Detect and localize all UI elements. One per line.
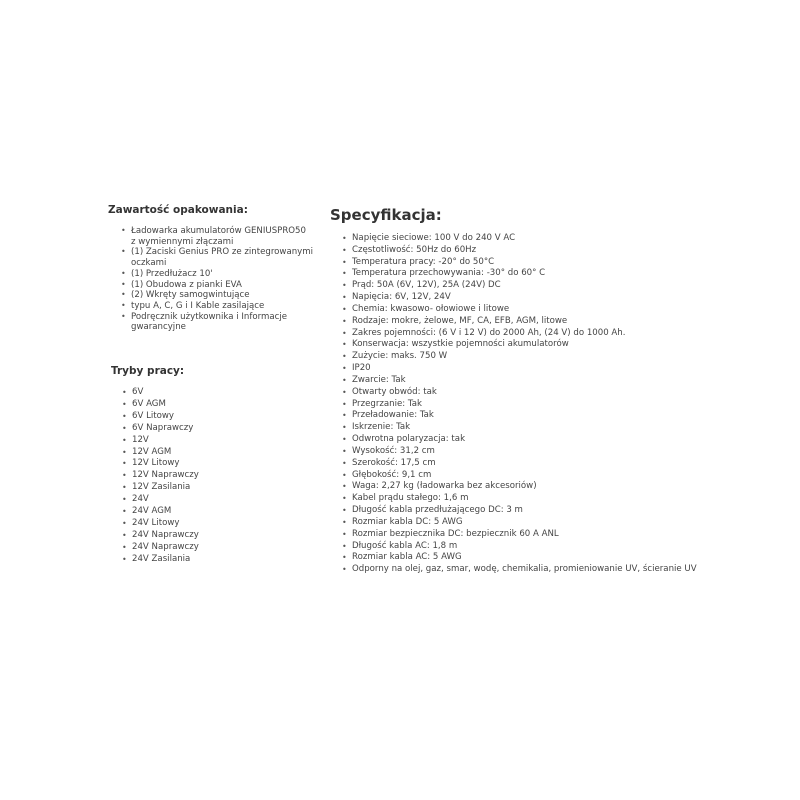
list-item: • Podręcznik użytkownika i Informacje gwarancyjne xyxy=(131,312,313,333)
list-item: • Rozmiar bezpiecznika DC: bezpiecznik 60 A ANL xyxy=(352,529,770,541)
contents-list xyxy=(108,226,313,333)
list-item: • (2) Wkręty samogwintujące xyxy=(131,290,313,301)
list-item: • Wysokość: 31,2 cm xyxy=(352,446,770,458)
list-item: • 24V AGM xyxy=(132,506,313,518)
list-item: • Ładowarka akumulatorów GENIUSPRO50 z wymiennymi złączami xyxy=(131,226,313,247)
list-item: • Napięcie sieciowe: 100 V do 240 V AC xyxy=(352,233,770,245)
list-item: • 6V Litowy xyxy=(132,411,313,423)
list-item: • Odporny na olej, gaz, smar, wodę, chemikalia, promieniowanie UV, ścieranie UV xyxy=(352,564,770,576)
list-item: • Otwarty obwód: tak xyxy=(352,387,770,399)
list-item: • 24V Litowy xyxy=(132,518,313,530)
list-item: • 12V Naprawczy xyxy=(132,470,313,482)
list-item: • 24V Naprawczy xyxy=(132,530,313,542)
list-item: • Kabel prądu stałego: 1,6 m xyxy=(352,493,770,505)
list-item: • Zwarcie: Tak xyxy=(352,375,770,387)
list-item: • Przeładowanie: Tak xyxy=(352,410,770,422)
list-item: • (1) Zaciski Genius PRO ze zintegrowanymi oczkami xyxy=(131,247,313,268)
left-column xyxy=(108,203,313,566)
list-item: • Iskrzenie: Tak xyxy=(352,422,770,434)
list-item: • Zakres pojemności: (6 V i 12 V) do 2000 Ah, (24 V) do 1000 Ah. xyxy=(352,328,770,340)
list-item: • Długość kabla przedłużającego DC: 3 m xyxy=(352,505,770,517)
list-item: • (1) Obudowa z pianki EVA xyxy=(131,280,313,291)
contents-heading: Zawartość opakowania: xyxy=(108,204,248,216)
list-item: • 24V xyxy=(132,494,313,506)
specs-list xyxy=(330,233,770,576)
list-item: • 12V xyxy=(132,435,313,447)
list-item: • Szerokość: 17,5 cm xyxy=(352,458,770,470)
list-item: • Odwrotna polaryzacja: tak xyxy=(352,434,770,446)
list-item: • Waga: 2,27 kg (ładowarka bez akcesoriów) xyxy=(352,481,770,493)
list-item: • Napięcia: 6V, 12V, 24V xyxy=(352,292,770,304)
list-item: • Głębokość: 9,1 cm xyxy=(352,470,770,482)
list-item: • Chemia: kwasowo- ołowiowe i litowe xyxy=(352,304,770,316)
list-item: • 6V AGM xyxy=(132,399,313,411)
modes-list xyxy=(108,387,313,566)
list-item: • IP20 xyxy=(352,363,770,375)
list-item: • Zużycie: maks. 750 W xyxy=(352,351,770,363)
list-item: • Temperatura przechowywania: -30° do 60° C xyxy=(352,268,770,280)
list-item: • 6V Naprawczy xyxy=(132,423,313,435)
list-item: • Temperatura pracy: -20° do 50°C xyxy=(352,257,770,269)
list-item: • Rozmiar kabla DC: 5 AWG xyxy=(352,517,770,529)
list-item: • Prąd: 50A (6V, 12V), 25A (24V) DC xyxy=(352,280,770,292)
right-column xyxy=(330,205,770,576)
list-item: • 12V Litowy xyxy=(132,458,313,470)
list-item: • 12V Zasilania xyxy=(132,482,313,494)
list-item: • typu A, C, G i I Kable zasilające xyxy=(131,301,313,312)
list-item: • Długość kabla AC: 1,8 m xyxy=(352,541,770,553)
list-item: • (1) Przedłużacz 10' xyxy=(131,269,313,280)
specs-heading: Specyfikacja: xyxy=(330,206,442,224)
list-item: • Rodzaje: mokre, żelowe, MF, CA, EFB, AGM, litowe xyxy=(352,316,770,328)
modes-heading: Tryby pracy: xyxy=(111,365,185,378)
list-item: • 12V AGM xyxy=(132,447,313,459)
list-item: • Częstotliwość: 50Hz do 60Hz xyxy=(352,245,770,257)
list-item: • Konserwacja: wszystkie pojemności akumulatorów xyxy=(352,339,770,351)
list-item: • Rozmiar kabla AC: 5 AWG xyxy=(352,552,770,564)
list-item: • Przegrzanie: Tak xyxy=(352,399,770,411)
list-item: • 6V xyxy=(132,387,313,399)
list-item: • 24V Zasilania xyxy=(132,554,313,566)
list-item: • 24V Naprawczy xyxy=(132,542,313,554)
